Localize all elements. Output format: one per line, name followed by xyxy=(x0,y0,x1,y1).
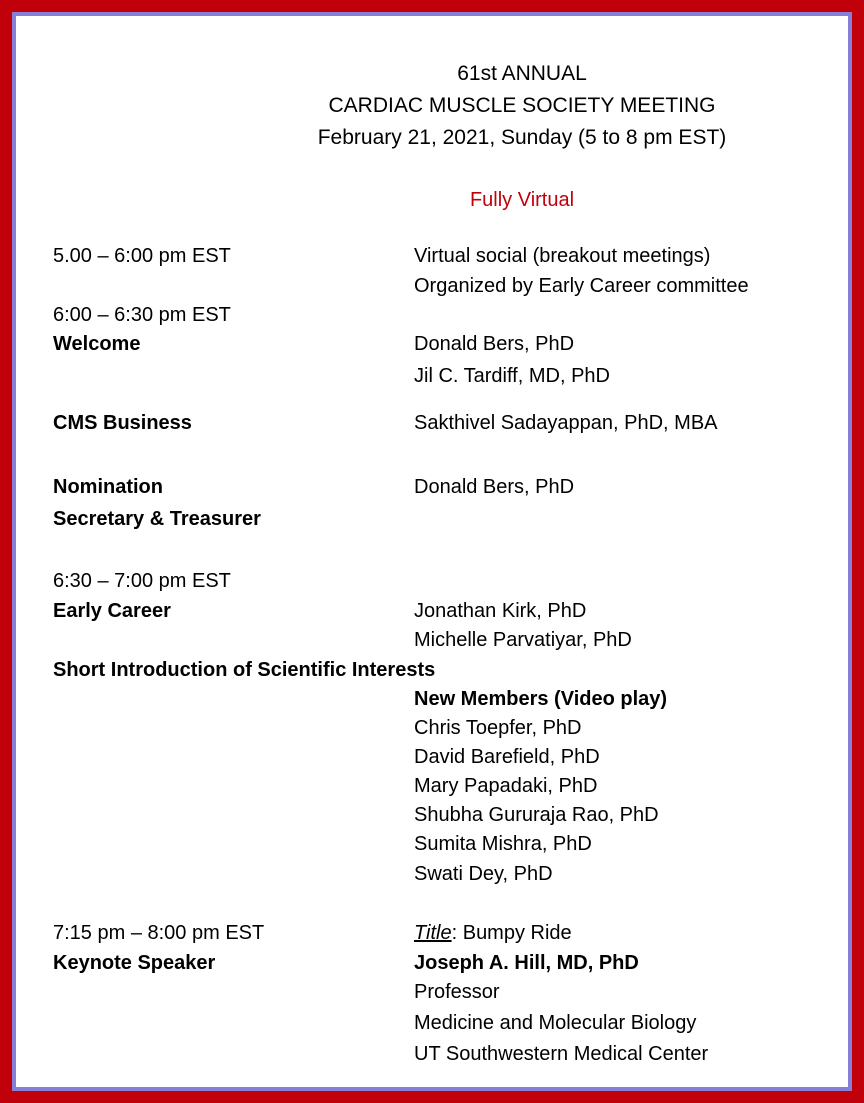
business-label: CMS Business xyxy=(53,412,192,434)
keynote-position: Professor xyxy=(414,981,500,1003)
meeting-name: CARDIAC MUSCLE SOCIETY MEETING xyxy=(328,94,716,117)
welcome-time: 6:00 – 6:30 pm EST xyxy=(53,304,231,326)
social-organizer: Organized by Early Career committee xyxy=(414,275,749,297)
member-item: Mary Papadaki, PhD xyxy=(414,775,598,797)
keynote-title-label: Title xyxy=(414,922,452,944)
nomination-label: Nomination xyxy=(53,476,163,498)
meeting-date: February 21, 2021, Sunday (5 to 8 pm EST) xyxy=(317,126,727,149)
secretary-label: Secretary & Treasurer xyxy=(53,508,261,530)
member-item: Shubha Gururaja Rao, PhD xyxy=(414,804,659,826)
keynote-time: 7:15 pm – 8:00 pm EST xyxy=(53,922,265,944)
early-career-speaker: Jonathan Kirk, PhD xyxy=(414,600,587,622)
early-career-speaker: Michelle Parvatiyar, PhD xyxy=(414,629,632,651)
keynote-department: Medicine and Molecular Biology xyxy=(414,1012,697,1034)
intro-label: Short Introduction of Scientific Interests xyxy=(53,659,436,681)
business-speaker: Sakthivel Sadayappan, PhD, MBA xyxy=(414,412,718,434)
keynote-title-value: : Bumpy Ride xyxy=(451,922,572,944)
new-members-label: New Members (Video play) xyxy=(414,688,668,710)
early-career-time: 6:30 – 7:00 pm EST xyxy=(53,570,231,592)
member-item: David Barefield, PhD xyxy=(414,746,600,768)
meeting-edition: 61st ANNUAL xyxy=(457,62,587,85)
meeting-format: Fully Virtual xyxy=(469,189,575,211)
social-description: Virtual social (breakout meetings) xyxy=(414,245,711,267)
nomination-speaker: Donald Bers, PhD xyxy=(414,476,575,498)
early-career-label: Early Career xyxy=(53,600,171,622)
member-item: Swati Dey, PhD xyxy=(414,863,553,885)
member-item: Sumita Mishra, PhD xyxy=(414,833,592,855)
keynote-title xyxy=(414,921,572,945)
social-time: 5.00 – 6:00 pm EST xyxy=(53,245,231,267)
keynote-label: Keynote Speaker xyxy=(53,952,216,974)
welcome-speaker: Jil C. Tardiff, MD, PhD xyxy=(414,365,610,387)
keynote-speaker: Joseph A. Hill, MD, PhD xyxy=(414,952,639,974)
welcome-speaker: Donald Bers, PhD xyxy=(414,333,575,355)
member-item: Chris Toepfer, PhD xyxy=(414,717,582,739)
welcome-label: Welcome xyxy=(53,333,141,355)
keynote-institution: UT Southwestern Medical Center xyxy=(414,1043,709,1065)
program-document xyxy=(18,18,846,1085)
